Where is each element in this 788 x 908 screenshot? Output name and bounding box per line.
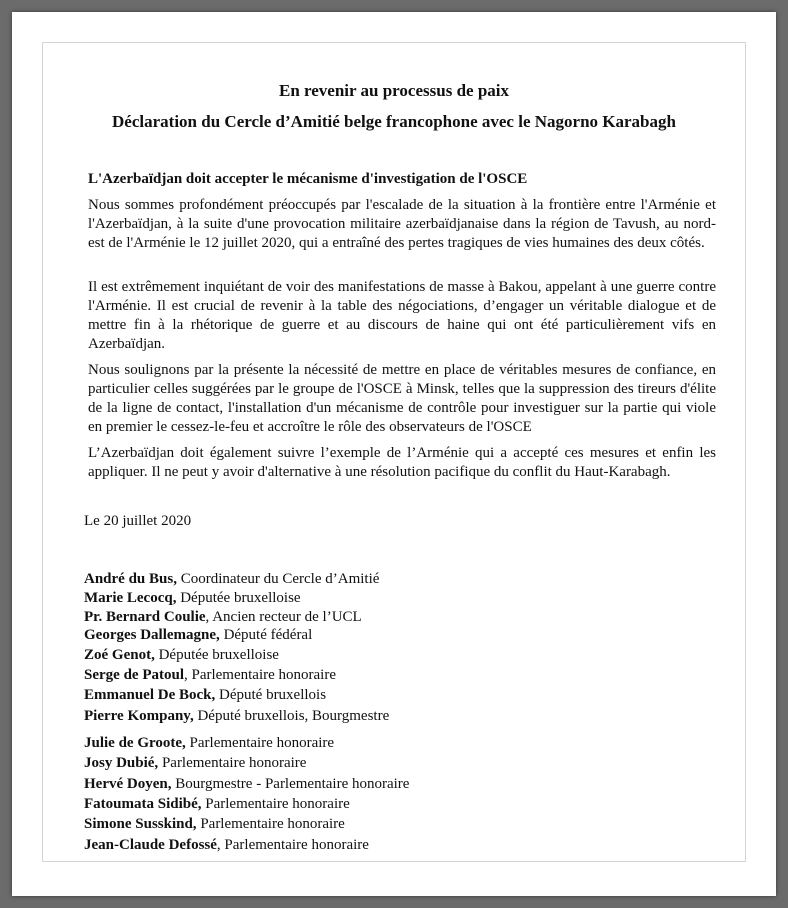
signatory-role: Parlementaire honoraire: [196, 816, 345, 832]
signatory: [84, 754, 306, 773]
paragraph: Il est extrêmement inquiétant de voir des manifestations de masse à Bakou, appelant à une guerre contre l'Arménie. Il est crucial de revenir à la table des négociations, d’engager un véritable dialogue et de mettre fin à la rhétorique de guerre et au discours de haine qui ont été particulièrement vifs en Azerbaïdjan.: [88, 279, 716, 352]
signatory-name: Julie de Groote,: [84, 735, 186, 751]
signatory: [84, 815, 345, 834]
signatory-name: Georges Dallemagne,: [84, 627, 220, 643]
signatory: [84, 608, 362, 627]
signatory-name: Emmanuel De Bock,: [84, 687, 216, 703]
signatory: [84, 570, 379, 589]
signatory-name: Hervé Doyen,: [84, 776, 172, 792]
signatory-name: Marie Lecocq,: [84, 590, 177, 606]
signatory: [84, 589, 301, 608]
signatory-role: Députée bruxelloise: [176, 590, 301, 606]
document-subtitle: Déclaration du Cercle d’Amitié belge francophone avec le Nagorno Karabagh: [112, 112, 676, 131]
signatory-name: Pr. Bernard Coulie: [84, 609, 206, 625]
signatory-name: Pierre Kompany,: [84, 708, 194, 724]
signatory-role: Bourgmestre - Parlementaire honoraire: [171, 776, 410, 792]
signatory: [84, 666, 336, 685]
document-frame: [12, 12, 776, 896]
signatory-name: Serge de Patoul: [84, 667, 184, 683]
signatory: [84, 646, 279, 665]
signatory-role: , Parlementaire honoraire: [216, 837, 369, 853]
signatory-name: Jean-Claude Defossé: [84, 837, 217, 853]
paragraph: Nous sommes profondément préoccupés par l'escalade de la situation à la frontière entre l'Arménie et l'Azerbaïdjan, à la suite d'une provocation militaire azerbaïdjanaise dans la région de Tavush, au nord-est de l'Arménie le 12 juillet 2020, qui a entraîné des pertes tragiques de vies humaines des deux côtés.: [88, 197, 716, 251]
signatory: [84, 707, 389, 726]
signatory-name: Simone Susskind,: [84, 816, 197, 832]
signatory-role: , Parlementaire honoraire: [183, 667, 336, 683]
signatory-role: Député fédéral: [219, 627, 313, 643]
signatory: [84, 734, 334, 753]
paragraph: L’Azerbaïdjan doit également suivre l’exemple de l’Arménie qui a accepté ces mesures et enfin les appliquer. Il ne peut y avoir d'alternative à une résolution pacifique du conflit du Haut-Karabagh.: [88, 445, 716, 480]
signatory-role: Parlementaire honoraire: [158, 755, 307, 771]
signatory: [84, 836, 369, 855]
document-date: Le 20 juillet 2020: [84, 513, 192, 529]
paragraph: Nous soulignons par la présente la nécessité de mettre en place de véritables mesures de confiance, en particulier celles suggérées par le groupe de l'OSCE à Minsk, telles que la suppression des tireurs d'élite de la ligne de contact, l'installation d'un mécanisme de contrôle pour investiguer sur la partie qui viole en premier le cessez-le-feu et accroître le rôle des observateurs de l'OSCE: [88, 362, 716, 435]
signatory-name: Fatoumata Sidibé,: [84, 796, 202, 812]
signatory: [84, 795, 350, 814]
signatory-role: Parlementaire honoraire: [201, 796, 350, 812]
document-title: En revenir au processus de paix: [278, 81, 509, 100]
signatory-name: André du Bus,: [84, 571, 177, 587]
signatory-role: Député bruxellois: [215, 687, 327, 703]
document-page: [42, 42, 746, 862]
signatory-name: Josy Dubié,: [84, 755, 159, 771]
signatory: [84, 626, 312, 645]
signatory-role: Député bruxellois, Bourgmestre: [193, 708, 390, 724]
signatory-role: Coordinateur du Cercle d’Amitié: [176, 571, 380, 587]
signatory-name: Zoé Genot,: [84, 647, 155, 663]
signatory: [84, 775, 409, 794]
signatory-role: Parlementaire honoraire: [185, 735, 335, 751]
signatory-role: Députée bruxelloise: [154, 647, 279, 663]
signatory-role: , Ancien recteur de l’UCL: [205, 609, 362, 625]
section-heading: L'Azerbaïdjan doit accepter le mécanisme d'investigation de l'OSCE: [88, 171, 528, 187]
signatory: [84, 686, 326, 705]
